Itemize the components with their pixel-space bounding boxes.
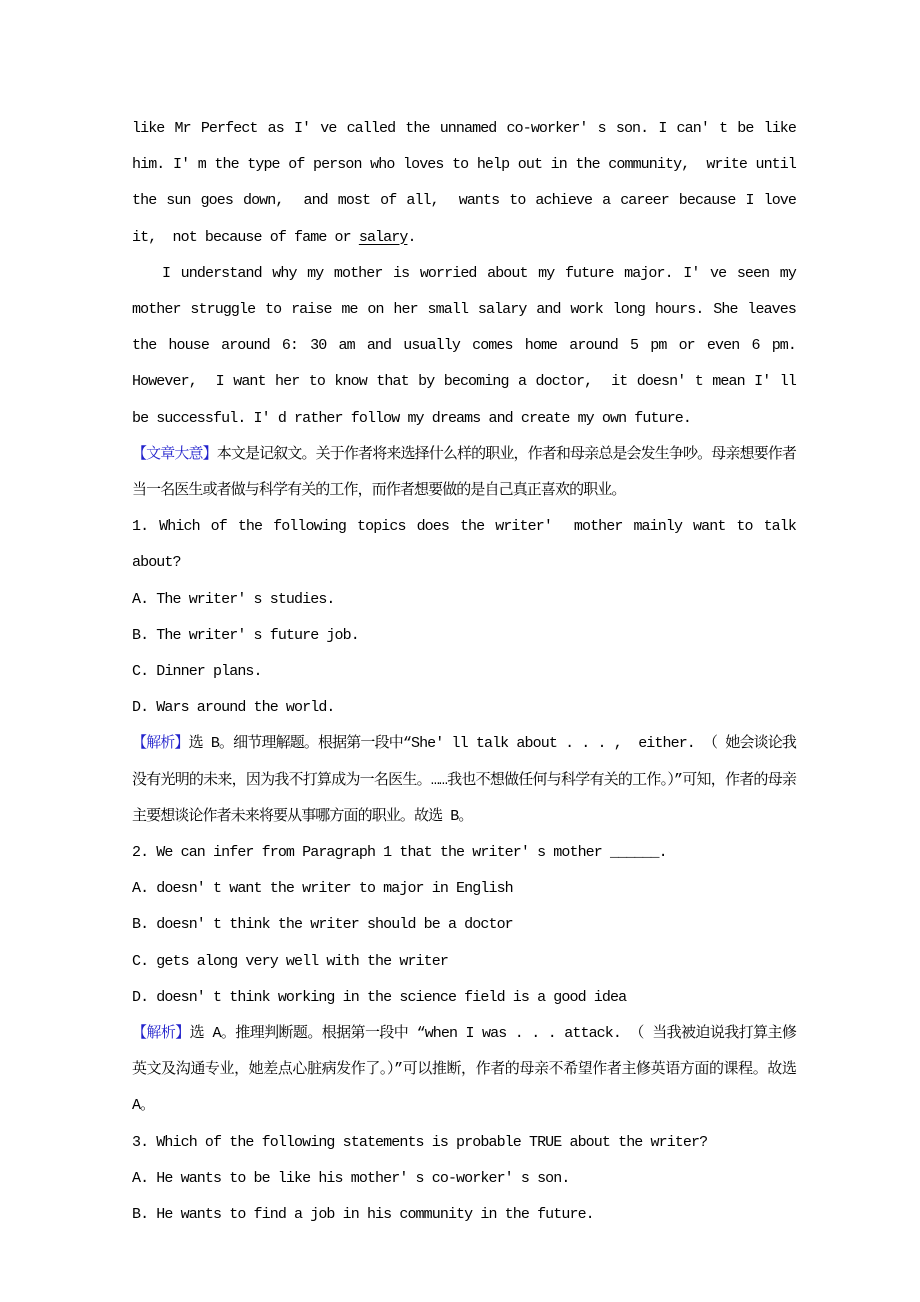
question-2-option-d-text: D. doesn' t think working in the science field is a good idea <box>132 988 627 1006</box>
passage-paragraph-2 <box>132 256 805 437</box>
question-3-stem-text: 3. Which of the following statements is probable TRUE about the writer? <box>132 1133 708 1151</box>
question-2-option-b-text: B. doesn' t think the writer should be a doctor <box>132 916 513 934</box>
question-2-analysis-text: 选 A。推理判断题。根据第一段中 “when I was . . . attack. （ 当我被迫说我打算主修英文及沟通专业，她差点心脏病发作了。）”可以推断，作者的母亲不希望作者主修英语方面的课程。故选 A。 <box>132 1025 805 1115</box>
passage-paragraph-1 <box>132 111 805 256</box>
question-2-stem <box>132 835 796 871</box>
question-1-analysis <box>132 726 796 835</box>
question-1-option-d-text: D. Wars around the world. <box>132 699 335 717</box>
question-3-stem <box>132 1125 796 1161</box>
question-3-option-a <box>132 1161 796 1197</box>
question-1-analysis-text: 【解析】 <box>132 735 189 753</box>
passage-summary <box>132 437 796 509</box>
question-1-option-c <box>132 654 796 690</box>
question-2-option-d <box>132 980 796 1016</box>
question-1-analysis-text: 选 B。细节理解题。根据第一段中“She' ll talk about . . . , either. （ 她会谈论我没有光明的未来，因为我不打算成为一名医生。……我也不想做任何与科学有关的工作。）”可知，作者的母亲主要想谈论作者未来将要从事哪方面的职业。故选 B。 <box>132 735 797 825</box>
passage-paragraph-1-text: like Mr Perfect as I' ve called the unnamed co-worker' s son. I can' t be like him. I' m the type of person who loves to help out in the community, write until the sun goes down, and most of all, wants to achieve a career because I love it, not because of fame or <box>132 120 805 246</box>
question-2-option-c <box>132 944 796 980</box>
question-2-option-a <box>132 871 796 907</box>
passage-paragraph-2-text: I understand why my mother is worried about my future major. I' ve seen my mother struggle to raise me on her small salary and work long hours. She leaves the house around 6: 30 am and usually comes home around 5 pm or even 6 pm. However, I want her to know that by becoming a doctor, it doesn' t mean I' ll be successful. I' d rather follow my dreams and create my own future. <box>132 264 805 427</box>
question-3-option-a-text: A. He wants to be like his mother' s co-worker' s son. <box>132 1169 570 1187</box>
question-2-analysis-text: 【解析】 <box>132 1025 190 1043</box>
question-2-option-a-text: A. doesn' t want the writer to major in English <box>132 880 513 898</box>
question-1-option-b <box>132 618 796 654</box>
question-1-option-a <box>132 582 796 618</box>
question-1-stem-text: 1. Which of the following topics does the writer' mother mainly want to talk about? <box>132 518 805 572</box>
question-2-analysis <box>132 1016 805 1125</box>
passage-summary-text: 【文章大意】 <box>132 445 217 463</box>
question-2-option-c-text: C. gets along very well with the writer <box>132 952 448 970</box>
question-1-option-d <box>132 690 796 726</box>
document-body <box>132 111 805 1233</box>
question-2-option-b <box>132 907 796 943</box>
passage-paragraph-1-text: salary <box>358 228 408 246</box>
passage-paragraph-1-text: . <box>407 228 416 246</box>
question-2-stem-text: 2. We can infer from Paragraph 1 that the writer' s mother ______. <box>132 844 667 862</box>
question-1-stem <box>132 509 805 581</box>
question-3-option-b-text: B. He wants to find a job in his community in the future. <box>132 1206 594 1224</box>
question-3-option-b <box>132 1197 796 1233</box>
question-1-option-b-text: B. The writer' s future job. <box>132 626 359 644</box>
passage-summary-text: 本文是记叙文。关于作者将来选择什么样的职业，作者和母亲总是会发生争吵。母亲想要作者当一名医生或者做与科学有关的工作，而作者想要做的是自己真正喜欢的职业。 <box>132 445 797 500</box>
question-1-option-c-text: C. Dinner plans. <box>132 663 262 681</box>
question-1-option-a-text: A. The writer' s studies. <box>132 590 335 608</box>
